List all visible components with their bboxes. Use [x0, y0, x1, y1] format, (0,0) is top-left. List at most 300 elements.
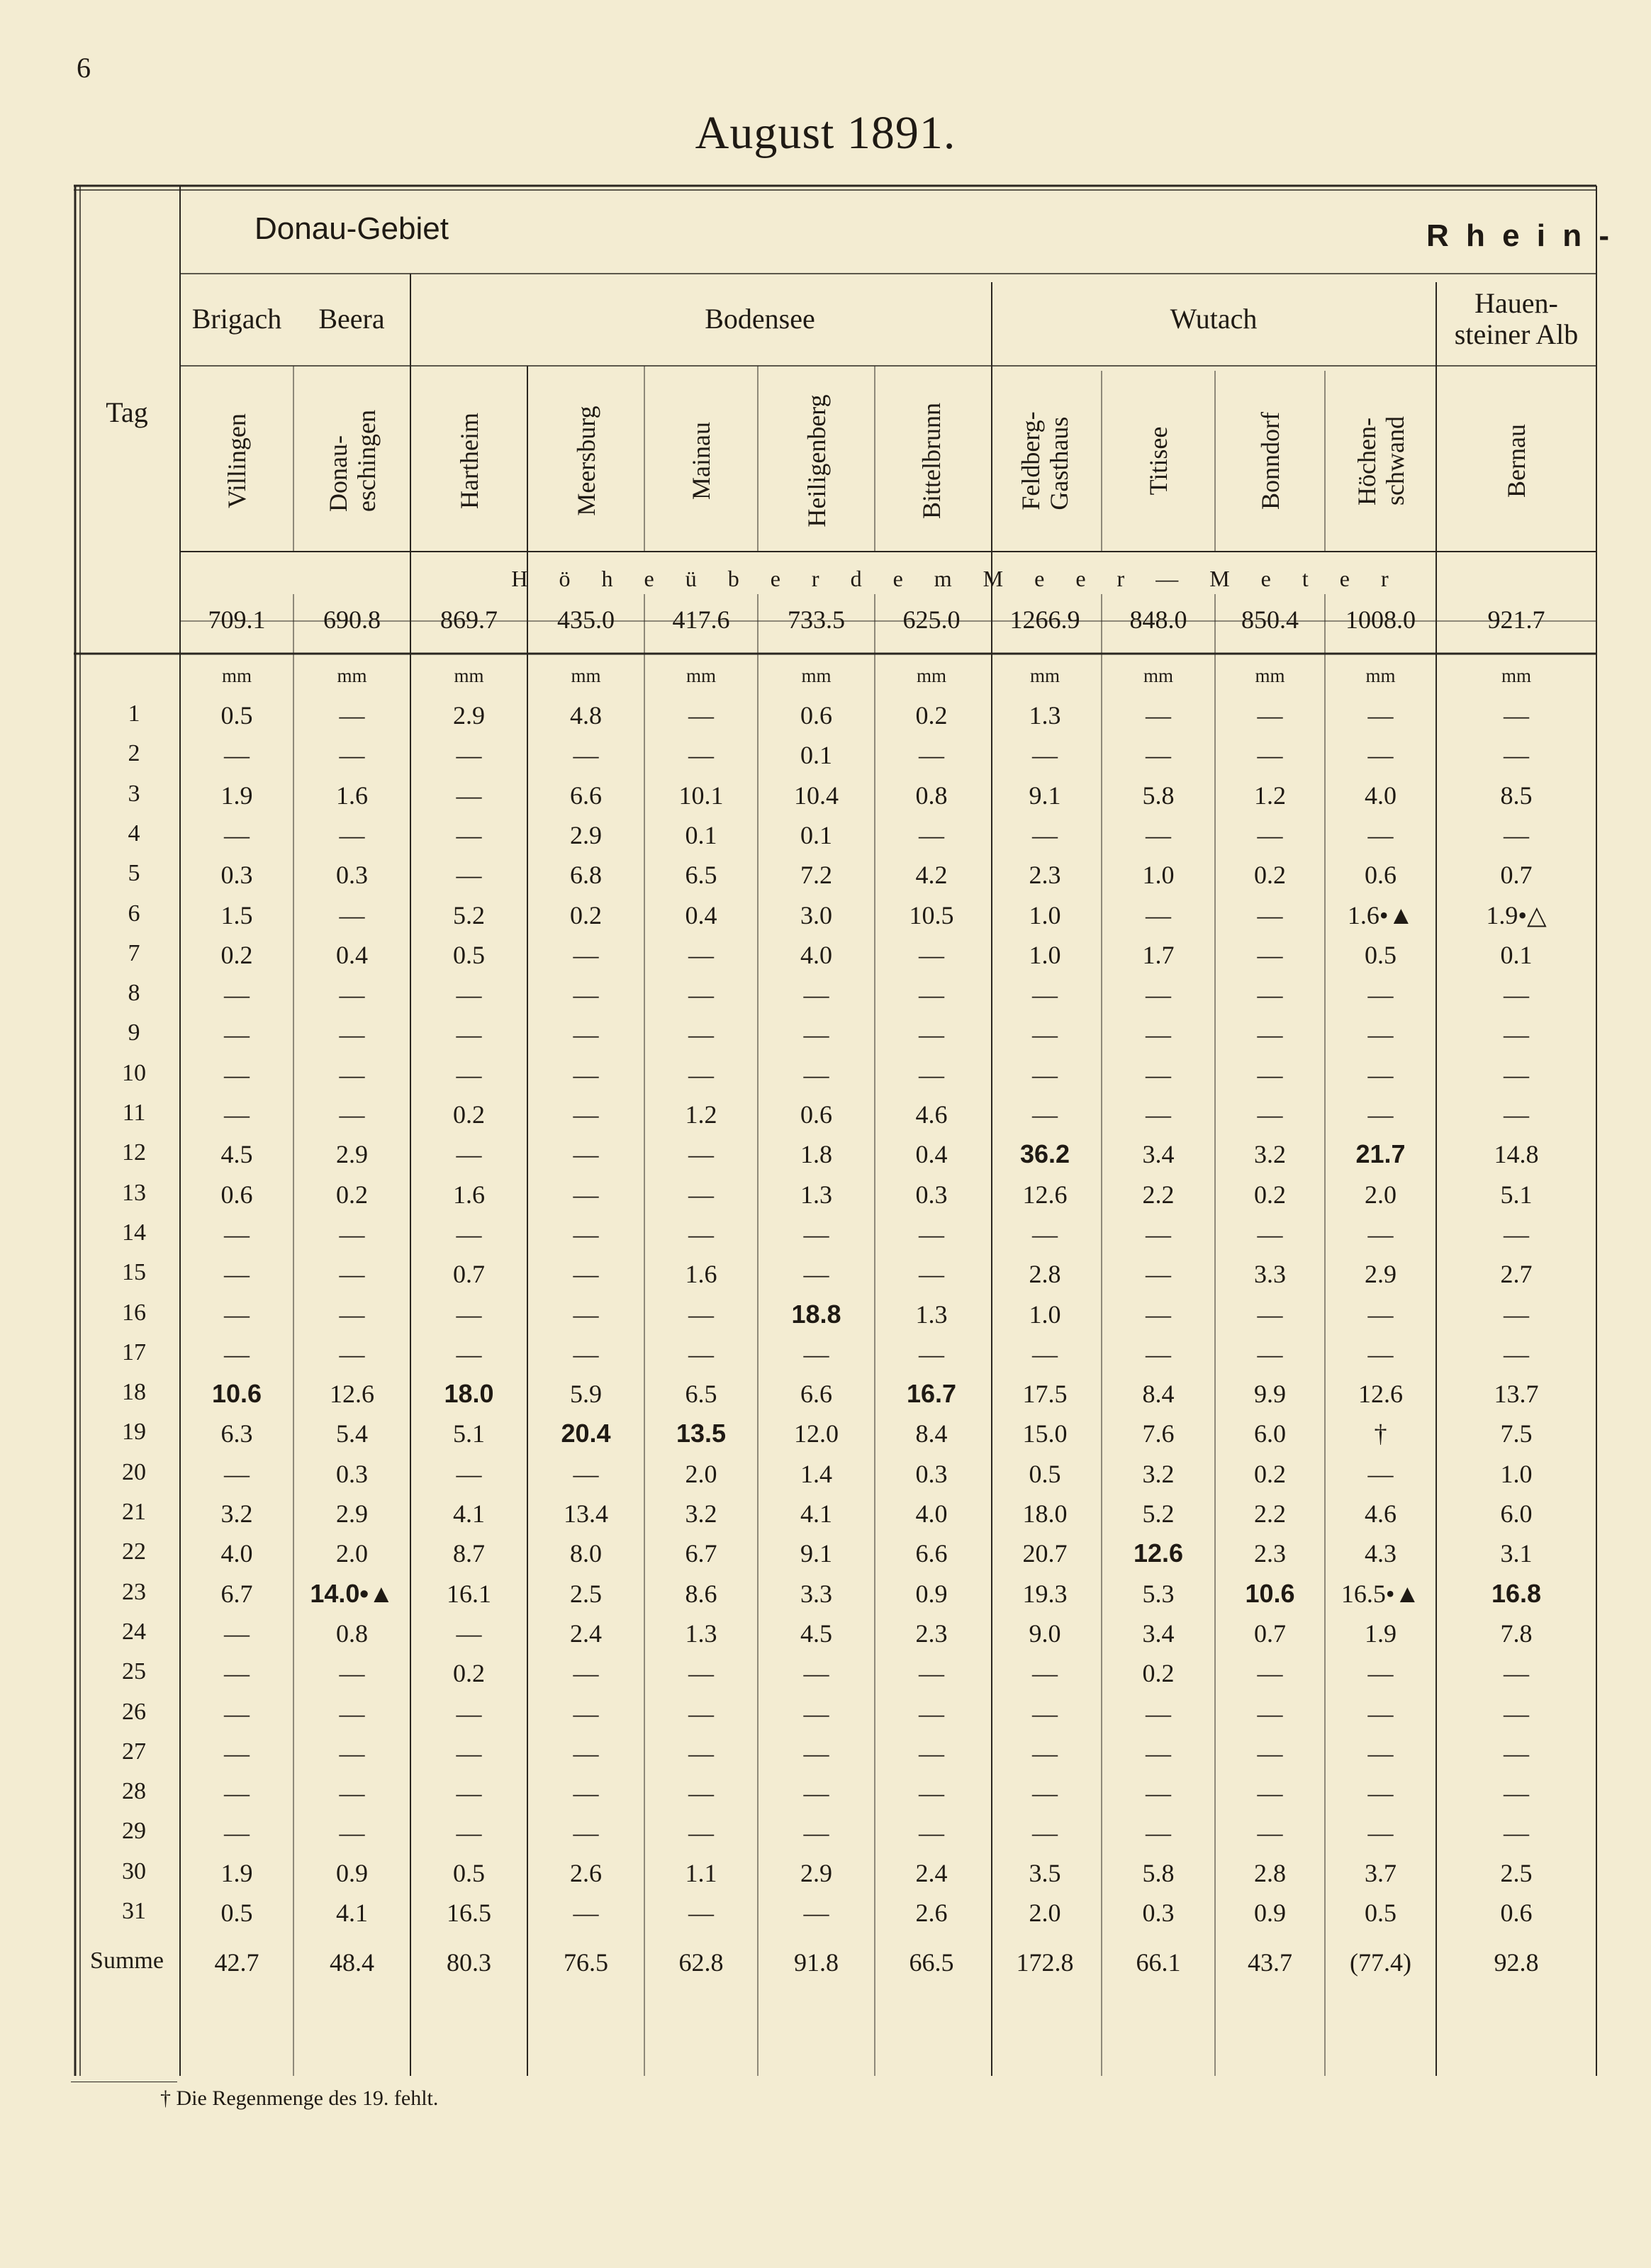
table-cell: 2.3	[1029, 861, 1061, 890]
day-number: 25	[122, 1658, 146, 1685]
table-cell: 1.1	[685, 1858, 717, 1887]
table-cell: —	[1146, 1260, 1171, 1289]
day-number: 23	[122, 1578, 146, 1605]
subgroup-hauen: Hauen- steiner Alb	[1454, 287, 1579, 350]
table-cell: —	[573, 1140, 599, 1169]
table-cell: —	[573, 1899, 599, 1927]
table-cell: 0.6	[220, 1180, 253, 1209]
table-cell: —	[339, 741, 365, 770]
table-cell: 16.7	[906, 1379, 957, 1409]
unit-label: mm	[571, 665, 601, 686]
table-cell: 2.5	[570, 1579, 602, 1608]
table-cell: —	[573, 741, 599, 770]
sum-cell: 42.7	[214, 1948, 259, 1977]
table-cell: 4.0	[1365, 781, 1397, 810]
table-cell: 0.3	[220, 861, 253, 890]
table-cell: 2.8	[1029, 1260, 1061, 1289]
table-cell: —	[1146, 1020, 1171, 1049]
table-cell: —	[1257, 741, 1283, 770]
table-cell: —	[456, 1060, 482, 1089]
table-cell: 2.0	[685, 1459, 717, 1488]
sum-cell: (77.4)	[1350, 1948, 1411, 1977]
table-cell: —	[919, 981, 944, 1010]
table-cell: 2.0	[1365, 1180, 1397, 1209]
table-cell: —	[456, 1219, 482, 1248]
table-cell: 4.5	[220, 1140, 253, 1169]
table-cell: —	[1257, 1300, 1283, 1329]
sum-cell: 91.8	[794, 1948, 839, 1977]
table-cell: —	[919, 940, 944, 969]
day-number: 21	[122, 1499, 146, 1525]
table-cell: 0.5	[1365, 1899, 1397, 1927]
table-cell: 1.5	[220, 900, 253, 929]
table-cell: 0.6	[1365, 861, 1397, 890]
unit-label: mm	[454, 665, 484, 686]
table-cell: 2.2	[1142, 1180, 1175, 1209]
table-cell: 12.6	[1022, 1180, 1068, 1209]
table-cell: —	[1367, 1738, 1394, 1767]
table-cell: —	[1257, 900, 1283, 929]
table-cell: 5.8	[1142, 1858, 1175, 1887]
table-cell: 1.0	[1500, 1459, 1533, 1488]
table-cell: —	[803, 1339, 829, 1368]
table-cell: 2.9	[336, 1499, 368, 1528]
table-cell: 0.1	[1500, 940, 1533, 969]
group-rhein: R h e i n -	[1426, 218, 1613, 253]
table-cell: 5.4	[336, 1419, 368, 1448]
table-cell: —	[1032, 1020, 1058, 1049]
day-number: 20	[122, 1458, 146, 1485]
table-cell: 1.6	[685, 1260, 717, 1289]
day-number: 30	[122, 1858, 146, 1884]
table-cell: 4.6	[915, 1100, 948, 1129]
table-cell: 2.6	[915, 1899, 948, 1927]
sum-cell: 66.5	[909, 1948, 954, 1977]
elevation-value: 733.5	[788, 605, 845, 634]
table-cell: —	[339, 1260, 365, 1289]
table-cell: 4.1	[453, 1499, 485, 1528]
table-cell: 8.0	[570, 1539, 602, 1568]
day-number: 9	[128, 1020, 140, 1046]
table-cell: —	[573, 1060, 599, 1089]
table-cell: —	[456, 1020, 482, 1049]
table-cell: —	[1257, 701, 1283, 730]
table-cell: 0.2	[570, 900, 602, 929]
table-cell: 3.3	[800, 1579, 832, 1608]
footnote: † Die Regenmenge des 19. fehlt.	[160, 2087, 439, 2110]
table-cell: 12.6	[1358, 1380, 1403, 1409]
table-cell: —	[1257, 1020, 1283, 1049]
table-cell: —	[1032, 1659, 1058, 1688]
table-cell: 2.9	[570, 820, 602, 849]
table-cell: 8.6	[685, 1579, 717, 1608]
table-cell: —	[339, 1738, 365, 1767]
day-number: 14	[122, 1219, 146, 1246]
table-cell: —	[803, 1020, 829, 1049]
table-cell: —	[339, 1100, 365, 1129]
table-cell: —	[456, 741, 482, 770]
table-cell: 4.1	[336, 1899, 368, 1927]
table-cell: 14.0•▲	[310, 1578, 394, 1608]
table-cell: 1.0	[1029, 1300, 1061, 1329]
table-cell: —	[1257, 981, 1283, 1010]
table-cell: 20.7	[1022, 1539, 1068, 1568]
table-cell: 36.2	[1019, 1139, 1070, 1169]
table-cell: 4.8	[570, 701, 602, 730]
table-cell: —	[573, 1819, 599, 1848]
table-cell: 6.6	[800, 1380, 832, 1409]
table-cell: —	[1504, 981, 1529, 1010]
table-cell: 0.1	[800, 741, 832, 770]
table-cell: 2.3	[915, 1619, 948, 1648]
table-cell: 6.0	[1254, 1419, 1286, 1448]
table-cell: —	[919, 1020, 944, 1049]
table-cell: 3.3	[1254, 1260, 1286, 1289]
station-mainau: Mainau	[687, 422, 715, 500]
table-cell: —	[1032, 1339, 1058, 1368]
table-cell: —	[919, 1738, 944, 1767]
table-cell: —	[803, 1899, 829, 1927]
table-cell: 1.0	[1029, 940, 1061, 969]
tag-header: Tag	[106, 396, 148, 428]
table-cell: —	[456, 1459, 482, 1488]
unit-label: mm	[685, 665, 717, 686]
table-cell: 3.2	[685, 1499, 717, 1528]
day-number: 12	[122, 1139, 146, 1166]
table-cell: 7.2	[800, 861, 832, 890]
table-cell: —	[1146, 1779, 1171, 1808]
table-cell: —	[688, 1699, 714, 1728]
day-number: 16	[122, 1299, 146, 1326]
day-number: 17	[122, 1339, 146, 1365]
table-cell: —	[1367, 1779, 1394, 1808]
table-cell: 6.0	[1500, 1499, 1533, 1528]
table-cell: —	[1257, 1100, 1283, 1129]
table-cell: 0.6	[800, 701, 832, 730]
unit-label: mm	[1143, 665, 1174, 686]
elevation-value: 709.1	[208, 605, 266, 634]
table-cell: 4.2	[915, 861, 948, 890]
table-cell: 10.5	[909, 900, 954, 929]
table-cell: —	[573, 1260, 599, 1289]
table-cell: —	[688, 1819, 714, 1848]
table-cell: —	[1367, 1020, 1394, 1049]
table-cell: —	[573, 1180, 599, 1209]
station-meersburg: Meersburg	[571, 406, 600, 516]
table-cell: —	[1146, 701, 1171, 730]
table-cell: —	[1257, 1779, 1283, 1808]
table-cell: —	[919, 741, 944, 770]
table-cell: 4.5	[800, 1619, 832, 1648]
table-cell: —	[919, 1779, 944, 1808]
table-cell: —	[919, 1819, 944, 1848]
table-cell: —	[1146, 1300, 1171, 1329]
table-cell: 0.2	[336, 1180, 368, 1209]
table-cell: —	[1257, 1219, 1283, 1248]
table-cell: —	[1504, 1659, 1529, 1688]
day-number: 24	[122, 1618, 146, 1645]
table-cell: 5.2	[1142, 1499, 1175, 1528]
sum-cell: 66.1	[1136, 1948, 1181, 1977]
table-cell: —	[224, 820, 250, 849]
table-cell: —	[456, 981, 482, 1010]
sum-cell: 172.8	[1016, 1948, 1074, 1977]
table-cell: 8.4	[915, 1419, 948, 1448]
table-cell: —	[456, 1619, 482, 1648]
table-cell: —	[456, 1140, 482, 1169]
table-cell: —	[1146, 1699, 1171, 1728]
table-cell: 2.9	[336, 1140, 368, 1169]
unit-label: mm	[1029, 665, 1060, 686]
table-cell: —	[339, 900, 365, 929]
table-cell: 5.1	[1500, 1180, 1533, 1209]
table-cell: 3.2	[1254, 1140, 1286, 1169]
elevation-value: 625.0	[902, 605, 961, 634]
table-cell: 21.7	[1355, 1139, 1406, 1169]
table-cell: —	[456, 781, 482, 810]
table-cell: —	[224, 1699, 250, 1728]
table-cell: 2.0	[336, 1539, 368, 1568]
table-cell: 0.2	[915, 701, 948, 730]
table-cell: —	[339, 981, 365, 1010]
table-cell: —	[919, 1060, 944, 1089]
table-cell: —	[803, 1060, 829, 1089]
table-cell: —	[1504, 820, 1529, 849]
table-cell: 0.3	[915, 1180, 948, 1209]
table-cell: —	[1032, 1219, 1058, 1248]
table-cell: 0.5	[1365, 940, 1397, 969]
table-cell: 3.5	[1029, 1858, 1061, 1887]
table-cell: —	[456, 1738, 482, 1767]
table-cell: 0.6	[800, 1100, 832, 1129]
table-cell: —	[1032, 1779, 1058, 1808]
table-cell: —	[1504, 1738, 1529, 1767]
table-cell: 0.2	[453, 1100, 485, 1129]
table-cell: 3.2	[1142, 1459, 1175, 1488]
table-cell: —	[1257, 1819, 1283, 1848]
table-cell: 0.3	[915, 1459, 948, 1488]
page-title: August 1891.	[695, 107, 956, 159]
table-cell: —	[688, 1140, 714, 1169]
unit-label: mm	[221, 665, 252, 686]
table-cell: 8.5	[1500, 781, 1533, 810]
station-villingen: Villingen	[223, 413, 251, 508]
table-cell: —	[573, 940, 599, 969]
table-cell: —	[1257, 1659, 1283, 1688]
table-cell: 0.8	[915, 781, 948, 810]
day-number: 15	[122, 1259, 146, 1286]
table-cell: —	[1367, 1339, 1394, 1368]
table-cell: —	[1367, 701, 1394, 730]
table-cell: —	[919, 1339, 944, 1368]
table-cell: —	[1146, 1060, 1171, 1089]
sum-cell: 48.4	[330, 1948, 374, 1977]
table-cell: —	[224, 1260, 250, 1289]
table-cell: 0.3	[1142, 1899, 1175, 1927]
table-cell: —	[1032, 1100, 1058, 1129]
table-cell: —	[1257, 820, 1283, 849]
table-cell: 5.9	[570, 1380, 602, 1409]
table-cell: 2.8	[1254, 1858, 1286, 1887]
station-titisee: Titisee	[1144, 426, 1173, 496]
table-cell: —	[224, 1060, 250, 1089]
table-cell: 13.5	[676, 1419, 727, 1448]
table-cell: —	[573, 1659, 599, 1688]
table-cell: 1.6	[336, 781, 368, 810]
table-cell: 8.7	[453, 1539, 485, 1568]
table-cell: —	[224, 1459, 250, 1488]
table-cell: 1.2	[685, 1100, 717, 1129]
subgroup-wutach: Wutach	[1170, 303, 1258, 335]
table-cell: —	[573, 1699, 599, 1728]
table-cell: —	[339, 701, 365, 730]
table-cell: —	[339, 1300, 365, 1329]
station-bernau: Bernau	[1502, 424, 1530, 498]
table-cell: 13.4	[564, 1499, 608, 1528]
unit-label: mm	[337, 665, 367, 686]
table-cell: 1.2	[1254, 781, 1286, 810]
elevation-value: 690.8	[323, 605, 381, 634]
table-cell: —	[339, 1659, 365, 1688]
table-cell: 2.9	[453, 701, 485, 730]
table-cell: —	[224, 1100, 250, 1129]
table-cell: —	[1257, 1339, 1283, 1368]
table-cell: —	[1504, 1339, 1529, 1368]
table-cell: 5.1	[453, 1419, 485, 1448]
station-höchen: Höchen- schwand	[1352, 416, 1409, 505]
table-cell: 18.0	[1022, 1499, 1068, 1528]
table-cell: 0.5	[220, 1899, 253, 1927]
table-cell: —	[688, 1300, 714, 1329]
table-cell: 10.6	[211, 1379, 262, 1409]
table-cell: —	[1504, 1060, 1529, 1089]
elevation-label: H ö h e ü b e r d e m M e e r — M e t e r	[511, 566, 1401, 591]
table-cell: 20.4	[561, 1419, 611, 1448]
table-cell: 6.3	[220, 1419, 253, 1448]
table-cell: —	[1504, 1300, 1529, 1329]
table-cell: 1.3	[800, 1180, 832, 1209]
table-cell: —	[1367, 1300, 1394, 1329]
table-cell: —	[339, 1699, 365, 1728]
table-cell: —	[573, 1779, 599, 1808]
table-cell: —	[1504, 1219, 1529, 1248]
table-cell: —	[1367, 1060, 1394, 1089]
subgroup-beera: Beera	[318, 303, 385, 335]
station-bonndorf: Bonndorf	[1255, 412, 1285, 510]
station-feldberg: Feldberg- Gasthaus	[1017, 411, 1073, 510]
day-number: 31	[122, 1898, 146, 1924]
table-cell: —	[1504, 741, 1529, 770]
table-cell: —	[1504, 1020, 1529, 1049]
table-cell: —	[224, 1619, 250, 1648]
table-cell: 0.6	[1500, 1899, 1533, 1927]
table-cell: —	[1504, 701, 1529, 730]
table-cell: —	[1146, 1100, 1171, 1129]
table-cell: —	[224, 1020, 250, 1049]
table-cell: 10.4	[794, 781, 839, 810]
table-cell: 2.3	[1254, 1539, 1286, 1568]
day-number: 4	[128, 820, 140, 847]
table-cell: —	[573, 1738, 599, 1767]
table-cell: —	[688, 1779, 714, 1808]
table-cell: 1.3	[685, 1619, 717, 1648]
table-cell: 1.9	[220, 1858, 253, 1887]
table-cell: 6.8	[570, 861, 602, 890]
table-cell: 2.4	[570, 1619, 602, 1648]
table-cell: —	[224, 1738, 250, 1767]
table-cell: 4.0	[800, 940, 832, 969]
table-cell: 2.0	[1029, 1899, 1061, 1927]
table-cell: —	[1146, 900, 1171, 929]
table-cell: 2.4	[915, 1858, 948, 1887]
day-number: 22	[122, 1538, 146, 1565]
table-cell: —	[224, 981, 250, 1010]
unit-label: mm	[1501, 665, 1532, 686]
table-cell: —	[803, 1819, 829, 1848]
table-cell: —	[1367, 1819, 1394, 1848]
elevation-value: 417.6	[672, 605, 730, 634]
table-cell: 0.5	[1029, 1459, 1061, 1488]
table-cell: 0.9	[336, 1858, 368, 1887]
table-cell: —	[1146, 981, 1171, 1010]
table-cell: —	[803, 1779, 829, 1808]
day-number: 1	[128, 700, 140, 727]
table-cell: —	[339, 820, 365, 849]
table-cell: 2.7	[1500, 1260, 1533, 1289]
table-cell: —	[339, 1819, 365, 1848]
table-cell: —	[224, 1300, 250, 1329]
elevation-value: 1008.0	[1345, 605, 1416, 634]
table-cell: 14.8	[1494, 1140, 1539, 1169]
table-cell: —	[1032, 820, 1058, 849]
elevation-value: 869.7	[440, 605, 498, 634]
table-cell: —	[1032, 981, 1058, 1010]
table-cell: 0.2	[453, 1659, 485, 1688]
table-cell: 16.5•▲	[1341, 1579, 1421, 1608]
table-cell: 5.8	[1142, 781, 1175, 810]
day-number: 10	[122, 1059, 146, 1086]
table-cell: 9.1	[800, 1539, 832, 1568]
table-cell: 3.4	[1142, 1140, 1175, 1169]
table-cell: —	[456, 1699, 482, 1728]
table-cell: —	[1032, 1819, 1058, 1848]
table-cell: 3.7	[1365, 1858, 1397, 1887]
unit-label: mm	[1365, 665, 1396, 686]
table-cell: 16.8	[1491, 1578, 1542, 1608]
table-cell: —	[1146, 1738, 1171, 1767]
table-cell: —	[456, 1819, 482, 1848]
table-cell: —	[803, 1738, 829, 1767]
day-number: 19	[122, 1419, 146, 1446]
table-cell: —	[573, 1219, 599, 1248]
table-cell: 6.7	[220, 1579, 253, 1608]
table-cell: —	[803, 981, 829, 1010]
table-cell: 2.2	[1254, 1499, 1286, 1528]
table-cell: 1.3	[915, 1300, 948, 1329]
table-cell: 9.0	[1029, 1619, 1061, 1648]
table-cell: —	[1146, 820, 1171, 849]
day-number: 18	[122, 1379, 146, 1406]
table-cell: 1.3	[1029, 701, 1061, 730]
table-cell: 10.1	[678, 781, 724, 810]
table-cell: 0.4	[915, 1140, 948, 1169]
table-cell: —	[456, 861, 482, 890]
table-cell: 8.4	[1142, 1380, 1175, 1409]
day-number: 13	[122, 1179, 146, 1206]
table-cell: —	[803, 1699, 829, 1728]
table-cell: —	[1146, 1339, 1171, 1368]
table-cell: —	[688, 741, 714, 770]
